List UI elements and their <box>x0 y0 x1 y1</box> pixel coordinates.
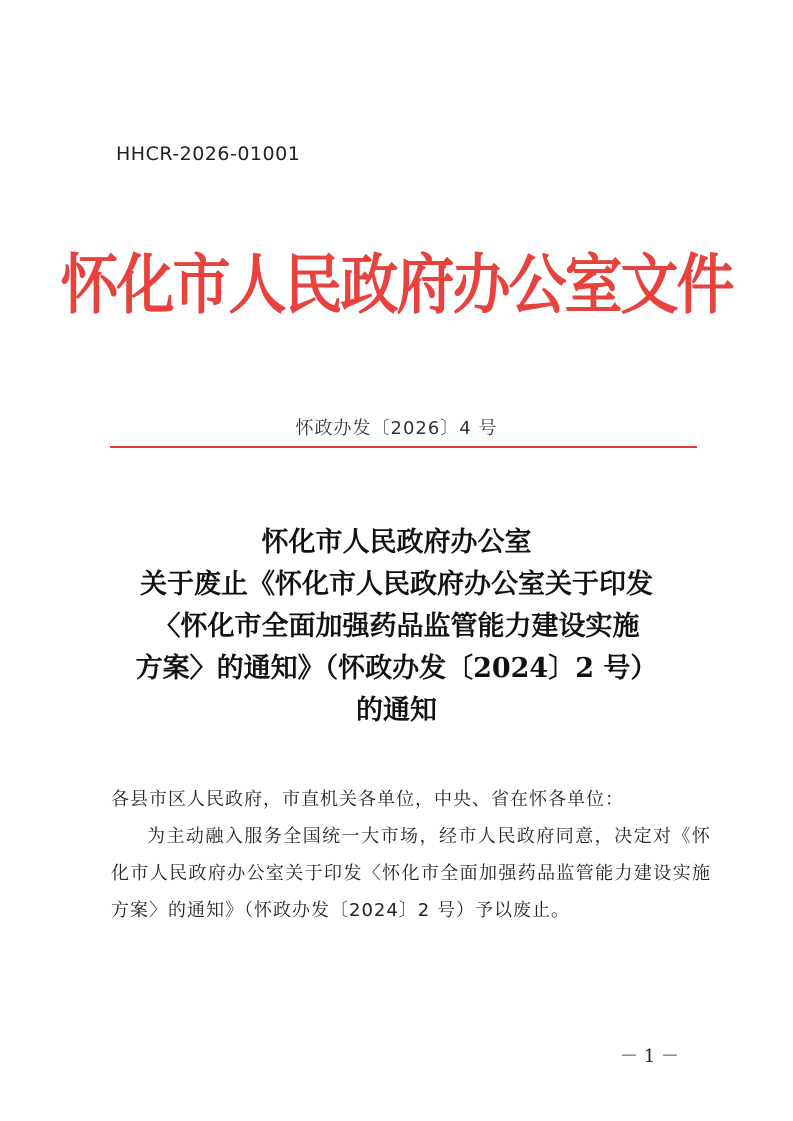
red-divider <box>110 446 697 448</box>
title-line: 方案〉的通知》（怀政办发〔2024〕2 号） <box>135 653 658 684</box>
title-line: 〈怀化市全面加强药品监管能力建设实施 <box>153 611 640 642</box>
salutation: 各县市区人民政府，市直机关各单位，中央、省在怀各单位： <box>111 789 624 810</box>
title-line: 怀化市人民政府办公室 <box>261 527 532 558</box>
title-line: 关于废止《怀化市人民政府办公室关于印发 <box>140 569 653 600</box>
document-code: HHCR-2026-01001 <box>116 143 301 165</box>
document-number: 怀政办发〔2026〕4 号 <box>295 418 498 439</box>
document-body <box>111 781 711 929</box>
title-line: 的通知 <box>356 695 437 726</box>
masthead-title: 怀化市人民政府办公室文件 <box>60 246 733 323</box>
body-paragraph: 为主动融入服务全国统一大市场，经市人民政府同意，决定对《怀化市人民政府办公室关于印发〈怀化市全面加强药品监管能力建设实施方案〉的通知》（怀政办发〔2024〕2 号）予以废止。 <box>111 826 711 921</box>
page-number: － 1 － <box>620 1046 679 1067</box>
document-title <box>0 522 793 732</box>
